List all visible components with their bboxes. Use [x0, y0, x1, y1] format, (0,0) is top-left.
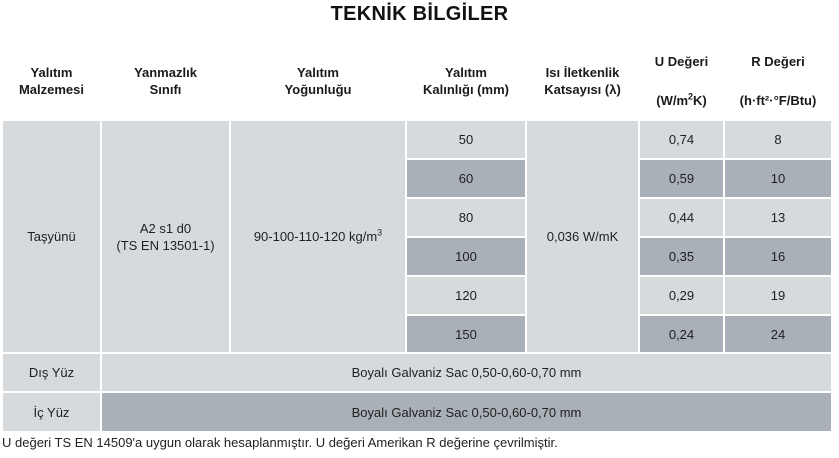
inner-surface-value: Boyalı Galvaniz Sac 0,50-0,60-0,70 mm [102, 393, 831, 431]
header-density [231, 42, 405, 119]
r-value-cell: 13 [725, 199, 831, 236]
inner-surface-label: İç Yüz [3, 393, 100, 431]
density-cell [231, 121, 405, 352]
thickness-cell: 150 [407, 316, 525, 352]
r-value-cell: 8 [725, 121, 831, 158]
thickness-cell: 120 [407, 277, 525, 314]
header-fire-class [102, 42, 229, 119]
conductivity-cell: 0,036 W/mK [527, 121, 638, 352]
header-u-value-unit [640, 82, 723, 119]
r-value-cell: 16 [725, 238, 831, 275]
header-conductivity-line2: Katsayısı (λ) [544, 81, 621, 97]
u-value-cell: 0,59 [640, 160, 723, 197]
header-u-value-title: U Değeri [640, 42, 723, 80]
header-conductivity-line1: Isı İletkenlik [545, 64, 620, 80]
header-material-line1: Yalıtım [30, 64, 73, 80]
material-cell: Taşyünü [3, 121, 100, 352]
outer-surface-label: Dış Yüz [3, 354, 100, 391]
header-density-line2: Yoğunluğu [284, 81, 352, 97]
footnote: U değeri TS EN 14509'a uygun olarak hesaplanmıştır. U değeri Amerikan R değerine çevrilmiştir. [2, 435, 558, 450]
r-value-cell: 10 [725, 160, 831, 197]
u-unit-suffix: K) [693, 93, 707, 108]
fire-class-cell [102, 121, 229, 352]
header-r-value-title: R Değeri [725, 42, 831, 80]
fire-class-line1: A2 s1 d0 [139, 220, 192, 236]
header-thickness-line2: Kalınlığı (mm) [423, 81, 509, 97]
header-fire-class-line1: Yanmazlık [134, 64, 197, 80]
header-thickness-line1: Yalıtım [445, 64, 487, 80]
header-density-line1: Yalıtım [297, 64, 339, 80]
u-unit-sup: 2 [688, 91, 694, 102]
r-value-cell: 24 [725, 316, 831, 352]
u-value-cell: 0,29 [640, 277, 723, 314]
density-sup: 3 [377, 227, 383, 238]
header-thickness [407, 42, 525, 119]
header-material-line2: Malzemesi [18, 81, 85, 97]
u-unit-prefix: (W/m [656, 93, 689, 108]
density-value: 90-100-110-120 kg/m [253, 229, 378, 244]
fire-class-line2: (TS EN 13501-1) [116, 237, 215, 253]
thickness-cell: 50 [407, 121, 525, 158]
header-r-value-unit: (h·ft²·°F/Btu) [725, 82, 831, 119]
u-value-cell: 0,74 [640, 121, 723, 158]
u-value-cell: 0,24 [640, 316, 723, 352]
header-fire-class-line2: Sınıfı [149, 81, 182, 97]
header-material [3, 42, 100, 119]
thickness-cell: 100 [407, 238, 525, 275]
thickness-cell: 80 [407, 199, 525, 236]
r-value-cell: 19 [725, 277, 831, 314]
u-value-cell: 0,35 [640, 238, 723, 275]
outer-surface-value: Boyalı Galvaniz Sac 0,50-0,60-0,70 mm [102, 354, 831, 391]
page-title: TEKNİK BİLGİLER [330, 3, 509, 25]
u-value-cell: 0,44 [640, 199, 723, 236]
header-conductivity [527, 42, 638, 119]
thickness-cell: 60 [407, 160, 525, 197]
